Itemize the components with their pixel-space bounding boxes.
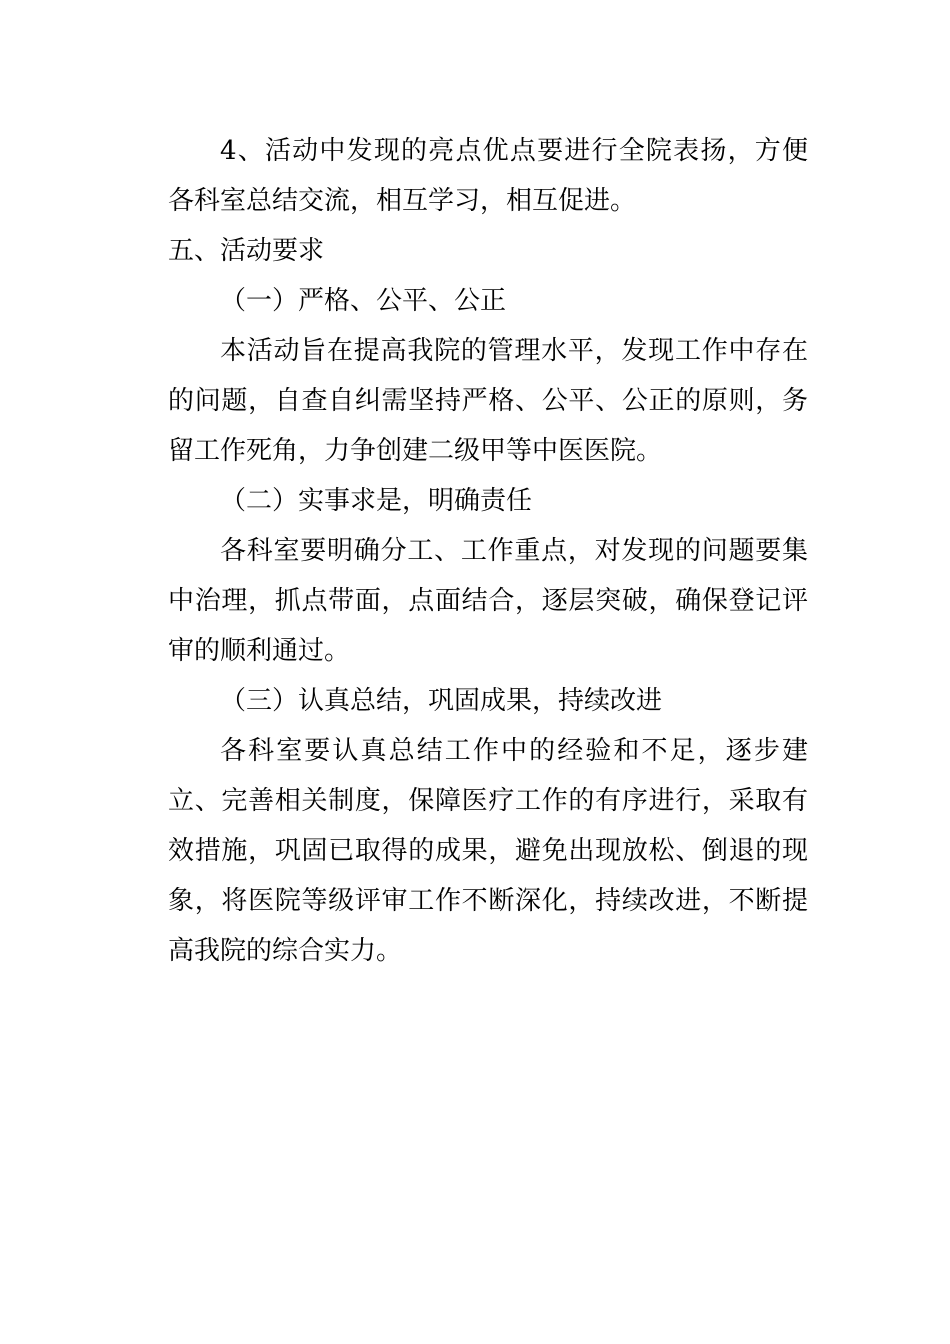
section-heading-requirements: 五、活动要求 xyxy=(168,236,325,266)
subheading-strict-fair: （一）严格、公平、公正 xyxy=(220,286,507,316)
document-body xyxy=(168,126,808,976)
paragraph-item-4: 4、活动中发现的亮点优点要进行全院表扬，方便各科室总结交流，相互学习，相互促进。 xyxy=(168,136,808,216)
paragraph-responsibility: 各科室要明确分工、工作重点，对发现的问题要集中治理，抓点带面，点面结合，逐层突破，确保登记评审的顺利通过。 xyxy=(168,536,808,666)
paragraph-strict-fair: 本活动旨在提高我院的管理水平，发现工作中存在的问题，自查自纠需坚持严格、公平、公正的原则，务留工作死角，力争创建二级甲等中医医院。 xyxy=(168,336,808,466)
subheading-summary-improve: （三）认真总结，巩固成果，持续改进 xyxy=(220,686,663,716)
paragraph-summary-improve: 各科室要认真总结工作中的经验和不足，逐步建立、完善相关制度，保障医疗工作的有序进行，采取有效措施，巩固已取得的成果，避免出现放松、倒退的现象，将医院等级评审工作不断深化，持续改进，不断提高我院的综合实力。 xyxy=(168,736,808,966)
subheading-responsibility: （二）实事求是，明确责任 xyxy=(220,486,533,516)
